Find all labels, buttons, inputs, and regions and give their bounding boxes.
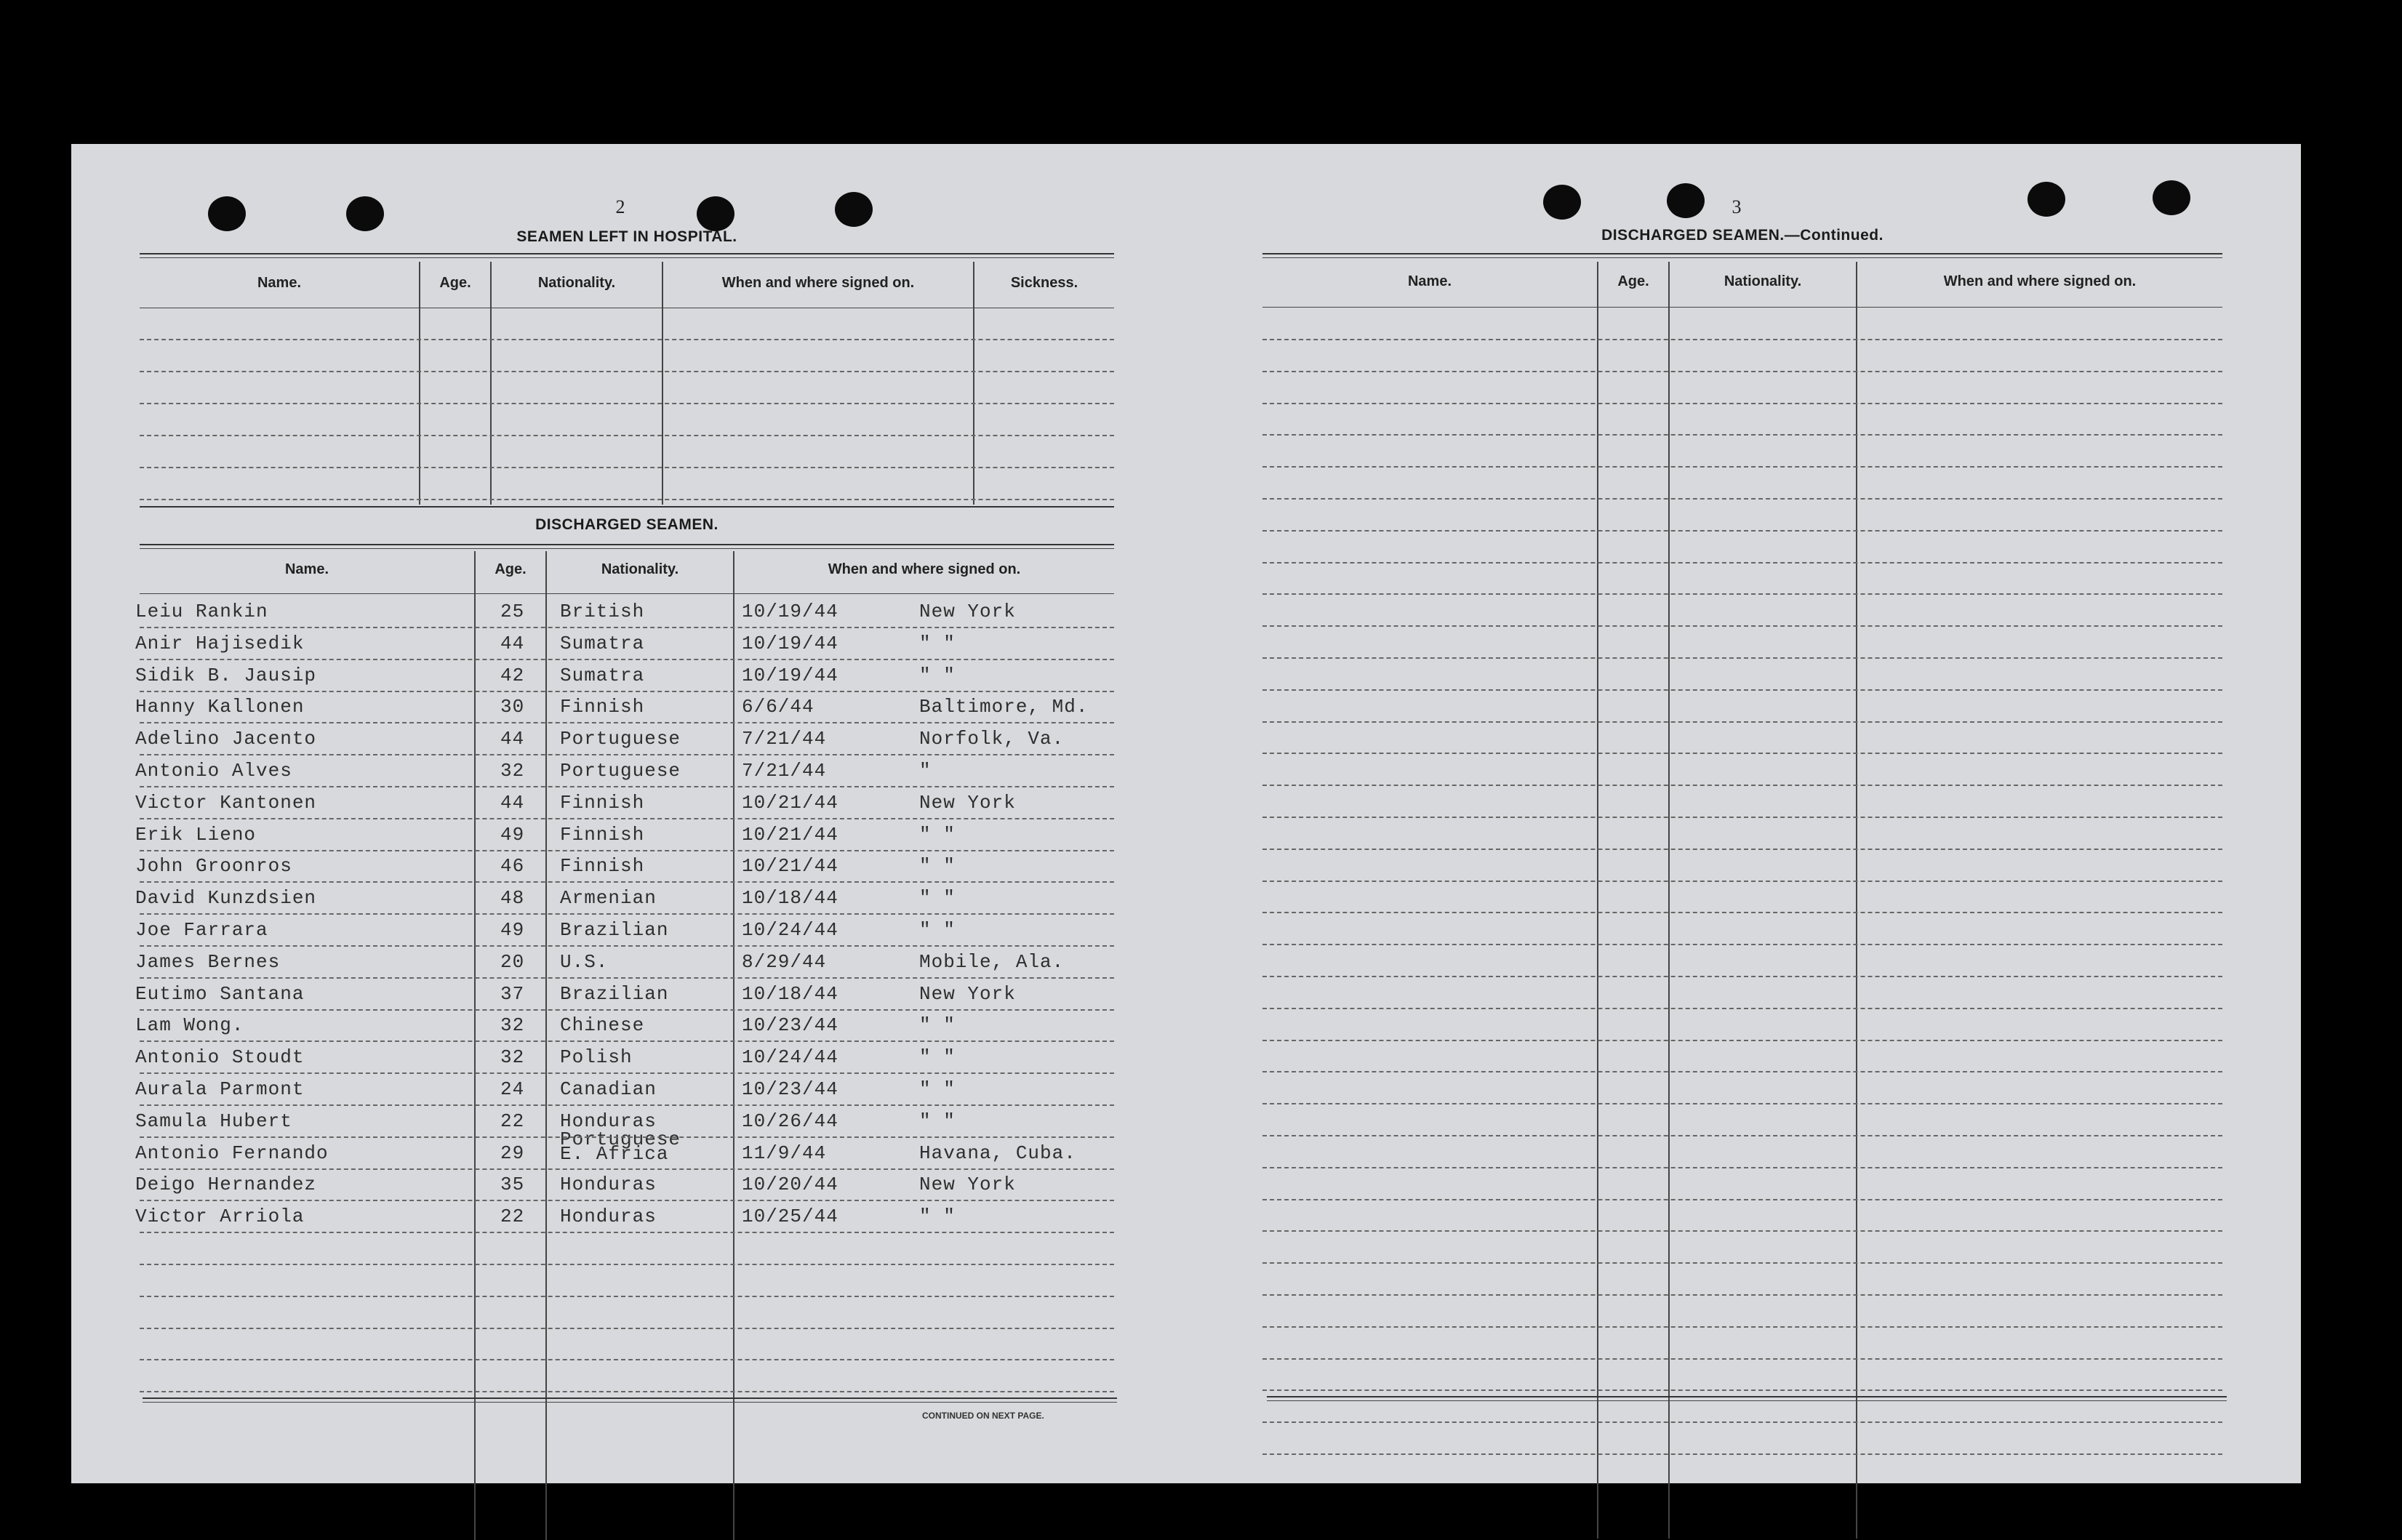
entry-line bbox=[140, 1359, 1114, 1360]
entry-line bbox=[1262, 1421, 2222, 1423]
entry-date: 7/21/44 bbox=[742, 760, 827, 782]
entry-nationality: Honduras bbox=[560, 1206, 657, 1228]
entry-line bbox=[140, 1232, 1114, 1233]
column-header-rule bbox=[140, 593, 1114, 594]
entry-line bbox=[140, 339, 1114, 340]
entry-date: 10/23/44 bbox=[742, 1014, 838, 1037]
entry-date: 6/6/44 bbox=[742, 696, 814, 718]
hospital-col-nationality: Nationality. bbox=[537, 275, 616, 291]
section-rule bbox=[140, 506, 1114, 508]
entry-line bbox=[1262, 339, 2222, 340]
entry-line bbox=[1262, 593, 2222, 595]
entry-line bbox=[1262, 562, 2222, 564]
entry-place: " " bbox=[919, 632, 956, 654]
entry-line bbox=[1262, 1326, 2222, 1328]
entry-line bbox=[1262, 785, 2222, 786]
entry-age: 42 bbox=[500, 664, 525, 686]
entry-age: 44 bbox=[500, 791, 525, 814]
entry-line bbox=[1262, 371, 2222, 372]
entry-age: 48 bbox=[500, 887, 525, 910]
entry-date: 10/25/44 bbox=[742, 1206, 838, 1228]
entry-age: 37 bbox=[500, 982, 525, 1005]
entry-name: John Groonros bbox=[135, 855, 292, 878]
entry-place: Baltimore, Md. bbox=[919, 696, 1089, 718]
entry-line bbox=[140, 1391, 1114, 1392]
continued-col-name: Name. bbox=[1407, 273, 1452, 289]
entry-age: 32 bbox=[500, 760, 525, 782]
entry-nationality: British bbox=[560, 601, 645, 622]
entry-place: Havana, Cuba. bbox=[919, 1142, 1076, 1164]
entry-line bbox=[1262, 466, 2222, 468]
entry-nationality: Brazilian bbox=[560, 982, 669, 1005]
entry-line bbox=[140, 913, 1114, 915]
entry-date: 11/9/44 bbox=[742, 1142, 827, 1164]
entry-line bbox=[1262, 625, 2222, 627]
entry-name: Aurala Parmont bbox=[135, 1078, 305, 1100]
entry-nationality: Chinese bbox=[560, 1014, 645, 1037]
section-rule bbox=[140, 544, 1114, 545]
entry-line bbox=[140, 467, 1114, 468]
entry-place: " " bbox=[919, 1046, 956, 1069]
entry-date: 10/21/44 bbox=[742, 791, 838, 814]
entry-name: Leiu Rankin bbox=[135, 601, 268, 622]
page-number: 3 bbox=[1732, 196, 1742, 217]
entry-line bbox=[140, 1009, 1114, 1011]
punch-hole bbox=[346, 196, 384, 231]
discharged-col-name: Name. bbox=[284, 561, 329, 577]
entry-age: 44 bbox=[500, 632, 525, 654]
punch-hole bbox=[208, 196, 246, 231]
discharged-col-age: Age. bbox=[495, 561, 527, 577]
entry-place: Mobile, Ala. bbox=[919, 950, 1065, 973]
entry-place: " " bbox=[919, 823, 956, 846]
entry-line bbox=[140, 786, 1114, 787]
hospital-col-age: Age. bbox=[439, 275, 471, 291]
entry-line bbox=[1262, 976, 2222, 977]
discharged-continued-title: DISCHARGED SEAMEN.—Continued. bbox=[1601, 227, 1883, 244]
entry-line bbox=[140, 1136, 1114, 1138]
entry-line bbox=[140, 691, 1114, 692]
entry-line bbox=[1262, 1167, 2222, 1168]
entry-line bbox=[1262, 1389, 2222, 1391]
entry-name: Deigo Hernandez bbox=[135, 1174, 317, 1196]
hospital-col-sickness: Sickness. bbox=[1010, 275, 1078, 291]
entry-line bbox=[1262, 881, 2222, 882]
entry-place: " " bbox=[919, 1206, 956, 1228]
hospital-col-name: Name. bbox=[257, 275, 302, 291]
entry-place: Norfolk, Va. bbox=[919, 728, 1065, 750]
entry-name: Joe Farrara bbox=[135, 919, 268, 941]
entry-place: " " bbox=[919, 664, 956, 686]
entry-date: 10/20/44 bbox=[742, 1174, 838, 1196]
entry-age: 46 bbox=[500, 855, 525, 878]
punch-hole bbox=[2027, 182, 2065, 217]
header-rule bbox=[140, 257, 1114, 258]
entry-nationality: Finnish bbox=[560, 791, 645, 814]
entry-nationality: Finnish bbox=[560, 696, 645, 718]
column-divider bbox=[1856, 262, 1857, 1539]
section-rule bbox=[140, 548, 1114, 549]
entry-line bbox=[140, 1200, 1114, 1201]
entry-line bbox=[1262, 721, 2222, 723]
entry-name: Sidik B. Jausip bbox=[135, 664, 317, 686]
entry-name: Erik Lieno bbox=[135, 823, 257, 846]
entry-line bbox=[1262, 498, 2222, 500]
entry-age: 32 bbox=[500, 1046, 525, 1069]
entry-name: Anir Hajisedik bbox=[135, 632, 305, 654]
entry-place: New York bbox=[919, 601, 1016, 622]
entry-date: 10/19/44 bbox=[742, 664, 838, 686]
entry-place: New York bbox=[919, 791, 1016, 814]
entry-date: 10/21/44 bbox=[742, 823, 838, 846]
entry-nationality: Armenian bbox=[560, 887, 657, 910]
punch-hole bbox=[2153, 180, 2190, 215]
entry-nationality: Sumatra bbox=[560, 664, 645, 686]
entry-date: 10/26/44 bbox=[742, 1110, 838, 1132]
column-divider bbox=[1668, 262, 1670, 1539]
entry-place: New York bbox=[919, 982, 1016, 1005]
continued-col-nationality: Nationality. bbox=[1724, 273, 1802, 289]
entry-place: " " bbox=[919, 1014, 956, 1037]
entry-date: 10/24/44 bbox=[742, 1046, 838, 1069]
entry-line bbox=[1262, 944, 2222, 945]
entry-place: " " bbox=[919, 1110, 956, 1132]
continued-col-age: Age. bbox=[1617, 273, 1649, 289]
entry-line bbox=[1262, 403, 2222, 404]
header-rule bbox=[1262, 253, 2222, 254]
entry-line bbox=[140, 818, 1114, 819]
entry-line bbox=[140, 754, 1114, 755]
entry-line bbox=[1262, 1230, 2222, 1232]
entry-name: Victor Arriola bbox=[135, 1206, 305, 1228]
entry-date: 10/19/44 bbox=[742, 632, 838, 654]
entry-line bbox=[140, 1328, 1114, 1329]
entry-line bbox=[1262, 1358, 2222, 1360]
entry-line bbox=[140, 1040, 1114, 1042]
entry-name: Samula Hubert bbox=[135, 1110, 292, 1132]
bottom-rule bbox=[143, 1402, 1117, 1403]
entry-name: Victor Kantonen bbox=[135, 791, 317, 814]
entry-line bbox=[140, 881, 1114, 883]
punch-hole bbox=[835, 192, 873, 227]
entry-line bbox=[1262, 912, 2222, 913]
column-divider bbox=[1597, 262, 1598, 1539]
entry-line bbox=[1262, 849, 2222, 850]
entry-line bbox=[140, 977, 1114, 979]
entry-age: 29 bbox=[500, 1142, 525, 1164]
punch-hole bbox=[1667, 183, 1705, 218]
entry-place: " bbox=[919, 760, 932, 782]
entry-date: 10/24/44 bbox=[742, 919, 838, 941]
entry-nationality: U.S. bbox=[560, 950, 609, 973]
entry-line bbox=[140, 499, 1114, 500]
entry-line bbox=[1262, 1008, 2222, 1009]
entry-line bbox=[1262, 1103, 2222, 1104]
bottom-rule bbox=[1267, 1400, 2227, 1401]
entry-name: Eutimo Santana bbox=[135, 982, 305, 1005]
entry-line bbox=[1262, 1199, 2222, 1200]
entry-nationality: Portuguese E. Africa bbox=[560, 1128, 681, 1165]
punch-hole bbox=[1543, 185, 1581, 220]
column-header-rule bbox=[1262, 307, 2222, 308]
entry-line bbox=[1262, 1262, 2222, 1264]
entry-date: 7/21/44 bbox=[742, 728, 827, 750]
entry-place: New York bbox=[919, 1174, 1016, 1196]
entry-age: 32 bbox=[500, 1014, 525, 1037]
entry-date: 10/18/44 bbox=[742, 887, 838, 910]
entry-date: 8/29/44 bbox=[742, 950, 827, 973]
entry-line bbox=[1262, 817, 2222, 818]
hospital-col-signed-on: When and where signed on. bbox=[721, 275, 915, 291]
entry-line bbox=[140, 722, 1114, 723]
entry-name: Adelino Jacento bbox=[135, 728, 317, 750]
entry-line bbox=[1262, 657, 2222, 659]
entry-line bbox=[1262, 1071, 2222, 1072]
entry-line bbox=[1262, 753, 2222, 754]
entry-line bbox=[140, 1168, 1114, 1170]
entry-line bbox=[1262, 689, 2222, 691]
entry-line bbox=[1262, 1453, 2222, 1455]
entry-age: 44 bbox=[500, 728, 525, 750]
entry-name: Antonio Fernando bbox=[135, 1142, 329, 1164]
entry-place: " " bbox=[919, 855, 956, 878]
entry-name: Antonio Stoudt bbox=[135, 1046, 305, 1069]
entry-nationality: Finnish bbox=[560, 823, 645, 846]
entry-age: 30 bbox=[500, 696, 525, 718]
entry-date: 10/21/44 bbox=[742, 855, 838, 878]
discharged-col-signed-on: When and where signed on. bbox=[828, 561, 1021, 577]
entry-line bbox=[140, 1104, 1114, 1106]
entry-line bbox=[140, 1296, 1114, 1297]
entry-nationality: Sumatra bbox=[560, 632, 645, 654]
bottom-rule bbox=[143, 1397, 1117, 1399]
entry-age: 49 bbox=[500, 823, 525, 846]
bottom-rule bbox=[1267, 1396, 2227, 1397]
hospital-section-title: SEAMEN LEFT IN HOSPITAL. bbox=[516, 228, 737, 245]
entry-name: Hanny Kallonen bbox=[135, 696, 305, 718]
entry-date: 10/18/44 bbox=[742, 982, 838, 1005]
entry-date: 10/19/44 bbox=[742, 601, 838, 622]
entry-line bbox=[1262, 1040, 2222, 1041]
entry-nationality: Honduras bbox=[560, 1174, 657, 1196]
ledger-sheet bbox=[71, 144, 2301, 1483]
entry-place: " " bbox=[919, 919, 956, 941]
entry-nationality: Canadian bbox=[560, 1078, 657, 1100]
entry-name: Antonio Alves bbox=[135, 760, 292, 782]
entry-line bbox=[140, 945, 1114, 947]
entry-line bbox=[1262, 1135, 2222, 1136]
entry-place: " " bbox=[919, 1078, 956, 1100]
entry-line bbox=[140, 1072, 1114, 1074]
header-rule bbox=[1262, 257, 2222, 258]
entry-nationality: Brazilian bbox=[560, 919, 669, 941]
entry-line bbox=[1262, 1294, 2222, 1296]
entry-age: 49 bbox=[500, 919, 525, 941]
punch-hole bbox=[697, 196, 734, 231]
page-number: 2 bbox=[615, 196, 625, 217]
entry-line bbox=[140, 627, 1114, 628]
continued-col-signed-on: When and where signed on. bbox=[1943, 273, 2137, 289]
entry-name: David Kunzdsien bbox=[135, 887, 317, 910]
entry-age: 22 bbox=[500, 1110, 525, 1132]
entry-nationality: Portuguese bbox=[560, 728, 681, 750]
discharged-col-nationality: Nationality. bbox=[601, 561, 679, 577]
entry-line bbox=[140, 435, 1114, 436]
entry-age: 35 bbox=[500, 1174, 525, 1196]
entry-line bbox=[140, 1264, 1114, 1265]
entry-line bbox=[140, 403, 1114, 404]
entry-nationality: Portuguese bbox=[560, 760, 681, 782]
entry-age: 22 bbox=[500, 1206, 525, 1228]
entry-name: Lam Wong. bbox=[135, 1014, 244, 1037]
entry-date: 10/23/44 bbox=[742, 1078, 838, 1100]
entry-age: 20 bbox=[500, 950, 525, 973]
entry-line bbox=[1262, 530, 2222, 532]
continued-note: CONTINUED ON NEXT PAGE. bbox=[922, 1411, 1044, 1421]
entry-age: 24 bbox=[500, 1078, 525, 1100]
discharged-section-title: DISCHARGED SEAMEN. bbox=[535, 516, 718, 533]
entry-age: 25 bbox=[500, 601, 525, 622]
entry-line bbox=[140, 850, 1114, 851]
entry-line bbox=[140, 659, 1114, 660]
entry-line bbox=[1262, 434, 2222, 436]
entry-nationality: Finnish bbox=[560, 855, 645, 878]
header-rule bbox=[140, 253, 1114, 254]
entry-nationality: Polish bbox=[560, 1046, 633, 1069]
entry-line bbox=[140, 371, 1114, 372]
entry-nationality: Honduras bbox=[560, 1110, 657, 1132]
entry-name: James Bernes bbox=[135, 950, 281, 973]
entry-place: " " bbox=[919, 887, 956, 910]
